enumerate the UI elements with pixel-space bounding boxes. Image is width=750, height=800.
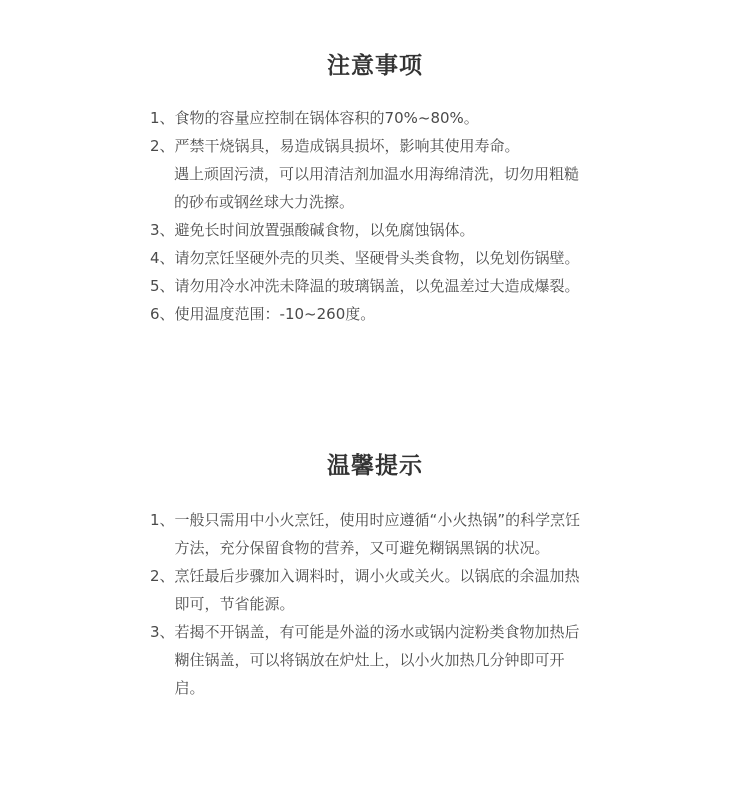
notice-list [150,104,590,328]
notice-title: 注意事项 [327,53,423,79]
tips-item-2-number: 2、 [150,567,175,585]
notice-item-1 [150,104,590,132]
tips-item-3 [150,618,590,702]
notice-item-2-number: 2、 [150,137,175,155]
notice-section [0,50,750,323]
notice-item-4-number: 4、 [150,249,175,267]
notice-item-5 [150,272,590,300]
tips-title: 温馨提示 [327,453,423,479]
notice-item-1-text: 食物的容量应控制在锅体容积的70%~80%。 [174,109,479,127]
tips-item-2 [150,562,590,618]
tips-item-1-number: 1、 [150,511,175,529]
tips-item-3-text: 若揭不开锅盖，有可能是外溢的汤水或锅内淀粉类食物加热后糊住锅盖，可以将锅放在炉灶上，以小火加热几分钟即可开启。 [174,623,580,697]
notice-item-1-number: 1、 [150,109,175,127]
notice-item-6-number: 6、 [150,305,175,323]
notice-item-5-text: 请勿用冷水冲洗未降温的玻璃锅盖，以免温差过大造成爆裂。 [174,277,580,295]
notice-item-3-text: 避免长时间放置强酸碱食物，以免腐蚀锅体。 [174,221,475,239]
notice-cleaning-note: 遇上顽固污渍，可以用清洁剂加温水用海绵清洗，切勿用粗糙的砂布或钢丝球大力洗擦。 [174,165,580,211]
notice-item-4 [150,244,590,272]
notice-item-3 [150,216,590,244]
tips-item-1-text: 一般只需用中小火烹饪，使用时应遵循“小火热锅”的科学烹饪方法，充分保留食物的营养，又可避免糊锅黑锅的状况。 [174,511,581,557]
notice-item-2-text: 严禁干烧锅具，易造成锅具损坏，影响其使用寿命。 [174,137,520,155]
tips-item-3-number: 3、 [150,623,175,641]
tips-item-2-text: 烹饪最后步骤加入调料时，调小火或关火。以锅底的余温加热即可，节省能源。 [174,567,580,613]
notice-item-3-number: 3、 [150,221,175,239]
notice-item-4-text: 请勿烹饪坚硬外壳的贝类、坚硬骨头类食物，以免划伤锅壁。 [174,249,580,267]
notice-item-5-number: 5、 [150,277,175,295]
notice-item-6 [150,300,590,328]
tips-item-1 [150,506,590,562]
tips-section [0,450,750,697]
tips-list [150,506,590,702]
notice-item-2 [150,132,590,160]
notice-item-6-text: 使用温度范围：-10~260度。 [174,305,376,323]
